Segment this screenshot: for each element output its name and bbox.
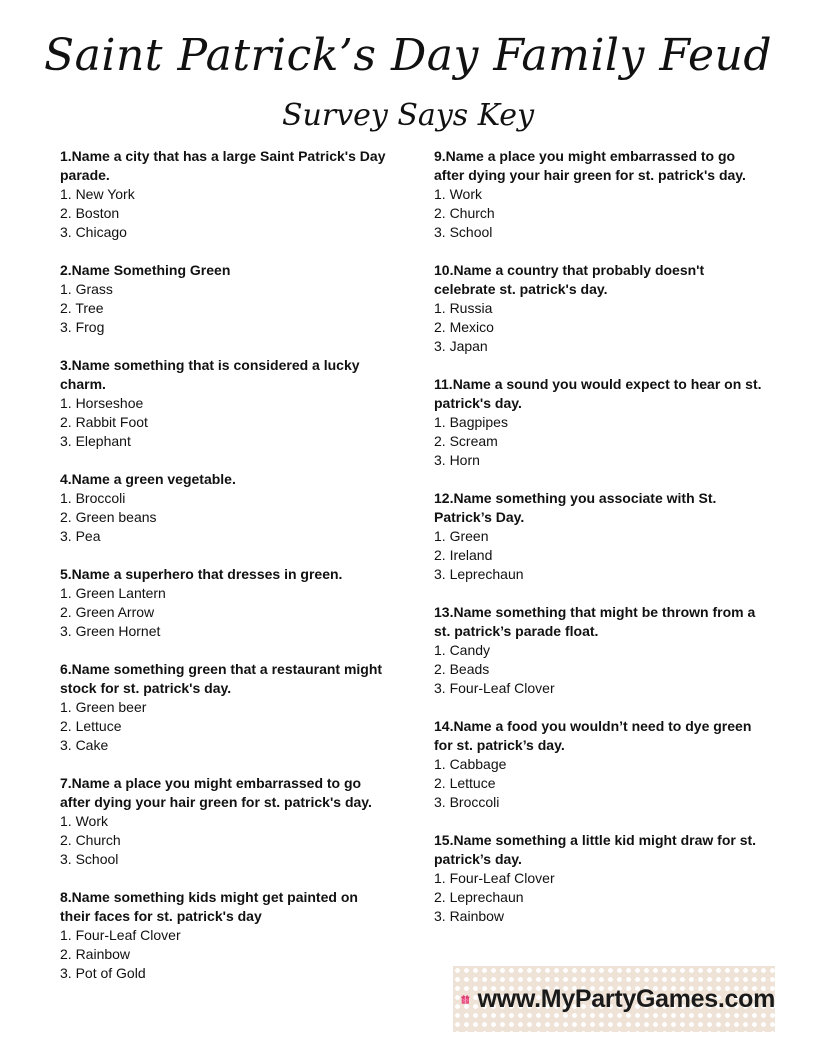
- question-block: [60, 147, 390, 242]
- answer-item: 1. Russia: [434, 300, 493, 316]
- answer-item: 1. Bagpipes: [434, 414, 508, 430]
- website-banner: [453, 966, 775, 1032]
- answer-item: 2. Mexico: [434, 319, 494, 335]
- question-block: [60, 660, 390, 755]
- answer-item: 2. Scream: [434, 433, 498, 449]
- question-text: 9.Name a place you might embarrassed to go after dying your hair green for st. patrick's day.: [434, 148, 746, 183]
- question-text: 13.Name something that might be thrown from a st. patrick’s parade float.: [434, 604, 756, 639]
- answer-item: 3. Four-Leaf Clover: [434, 680, 555, 696]
- answer-item: 3. Leprechaun: [434, 566, 524, 582]
- answer-item: 3. Pot of Gold: [60, 965, 146, 981]
- answer-item: 3. Horn: [434, 452, 480, 468]
- answer-item: 1. Green: [434, 528, 489, 544]
- question-text: 6.Name something green that a restaurant might stock for st. patrick's day.: [60, 661, 383, 696]
- question-text: 12.Name something you associate with St. Patrick’s Day.: [434, 490, 717, 525]
- answer-item: 3. Rainbow: [434, 908, 505, 924]
- question-block: [60, 774, 390, 869]
- question-text: 10.Name a country that probably doesn't celebrate st. patrick's day.: [434, 262, 705, 297]
- website-link[interactable]: www.MyPartyGames.com: [477, 984, 775, 1013]
- question-block: [434, 261, 764, 356]
- question-text: 14.Name a food you wouldn’t need to dye green for st. patrick’s day.: [434, 718, 752, 753]
- question-block: [434, 489, 764, 584]
- answer-item: 1. Cabbage: [434, 756, 507, 772]
- question-text: 1.Name a city that has a large Saint Patrick's Day parade.: [60, 148, 386, 183]
- question-block: [60, 888, 390, 983]
- answer-item: 2. Ireland: [434, 547, 493, 563]
- answer-item: 2. Lettuce: [60, 718, 122, 734]
- question-text: 3.Name something that is considered a lucky charm.: [60, 357, 360, 392]
- answer-item: 1. New York: [60, 186, 135, 202]
- answer-item: 3. Frog: [60, 319, 105, 335]
- answer-item: 1. Four-Leaf Clover: [434, 870, 555, 886]
- answer-item: 2. Church: [434, 205, 495, 221]
- question-text: 8.Name something kids might get painted on their faces for st. patrick's day: [60, 889, 358, 924]
- answer-item: 3. School: [60, 851, 119, 867]
- question-block: [434, 147, 764, 242]
- answer-item: 1. Green Lantern: [60, 585, 166, 601]
- question-block: [434, 603, 764, 698]
- question-text: 11.Name a sound you would expect to hear on st. patrick's day.: [434, 376, 762, 411]
- answer-item: 3. Chicago: [60, 224, 127, 240]
- answer-item: 1. Grass: [60, 281, 113, 297]
- question-block: [434, 831, 764, 926]
- question-block: [434, 717, 764, 812]
- answer-item: 1. Four-Leaf Clover: [60, 927, 181, 943]
- answer-item: 1. Horseshoe: [60, 395, 144, 411]
- answer-item: 3. Japan: [434, 338, 488, 354]
- answer-item: 1. Green beer: [60, 699, 147, 715]
- question-block: [60, 261, 390, 337]
- right-question-column: [434, 147, 764, 945]
- answer-item: 1. Broccoli: [60, 490, 126, 506]
- answer-item: 2. Boston: [60, 205, 120, 221]
- answer-item: 2. Rainbow: [60, 946, 131, 962]
- answer-item: 3. Broccoli: [434, 794, 500, 810]
- page-subtitle: Survey Says Key: [281, 98, 535, 133]
- answer-item: 1. Candy: [434, 642, 491, 658]
- question-text: 15.Name something a little kid might draw for st. patrick’s day.: [434, 832, 757, 867]
- answer-item: 2. Lettuce: [434, 775, 496, 791]
- answer-item: 2. Beads: [434, 661, 490, 677]
- question-block: [60, 356, 390, 451]
- answer-item: 3. Elephant: [60, 433, 131, 449]
- answer-item: 1. Work: [60, 813, 108, 829]
- question-text: 5.Name a superhero that dresses in green.: [60, 566, 343, 582]
- page-title: Saint Patrick’s Day Family Feud: [44, 30, 772, 81]
- answer-item: 3. Cake: [60, 737, 109, 753]
- question-block: [60, 470, 390, 546]
- question-block: [60, 565, 390, 641]
- gift-icon: [461, 971, 470, 1027]
- answer-item: 3. Green Hornet: [60, 623, 161, 639]
- answer-item: 2. Rabbit Foot: [60, 414, 148, 430]
- question-text: 2.Name Something Green: [60, 262, 231, 278]
- answer-item: 2. Green beans: [60, 509, 157, 525]
- answer-item: 1. Work: [434, 186, 482, 202]
- question-text: 7.Name a place you might embarrassed to go after dying your hair green for st. patrick's day.: [60, 775, 372, 810]
- left-question-column: [60, 147, 390, 1002]
- answer-item: 2. Leprechaun: [434, 889, 524, 905]
- answer-item: 2. Tree: [60, 300, 104, 316]
- answer-item: 2. Church: [60, 832, 121, 848]
- answer-item: 3. Pea: [60, 528, 101, 544]
- answer-item: 2. Green Arrow: [60, 604, 155, 620]
- question-text: 4.Name a green vegetable.: [60, 471, 236, 487]
- answer-item: 3. School: [434, 224, 493, 240]
- question-block: [434, 375, 764, 470]
